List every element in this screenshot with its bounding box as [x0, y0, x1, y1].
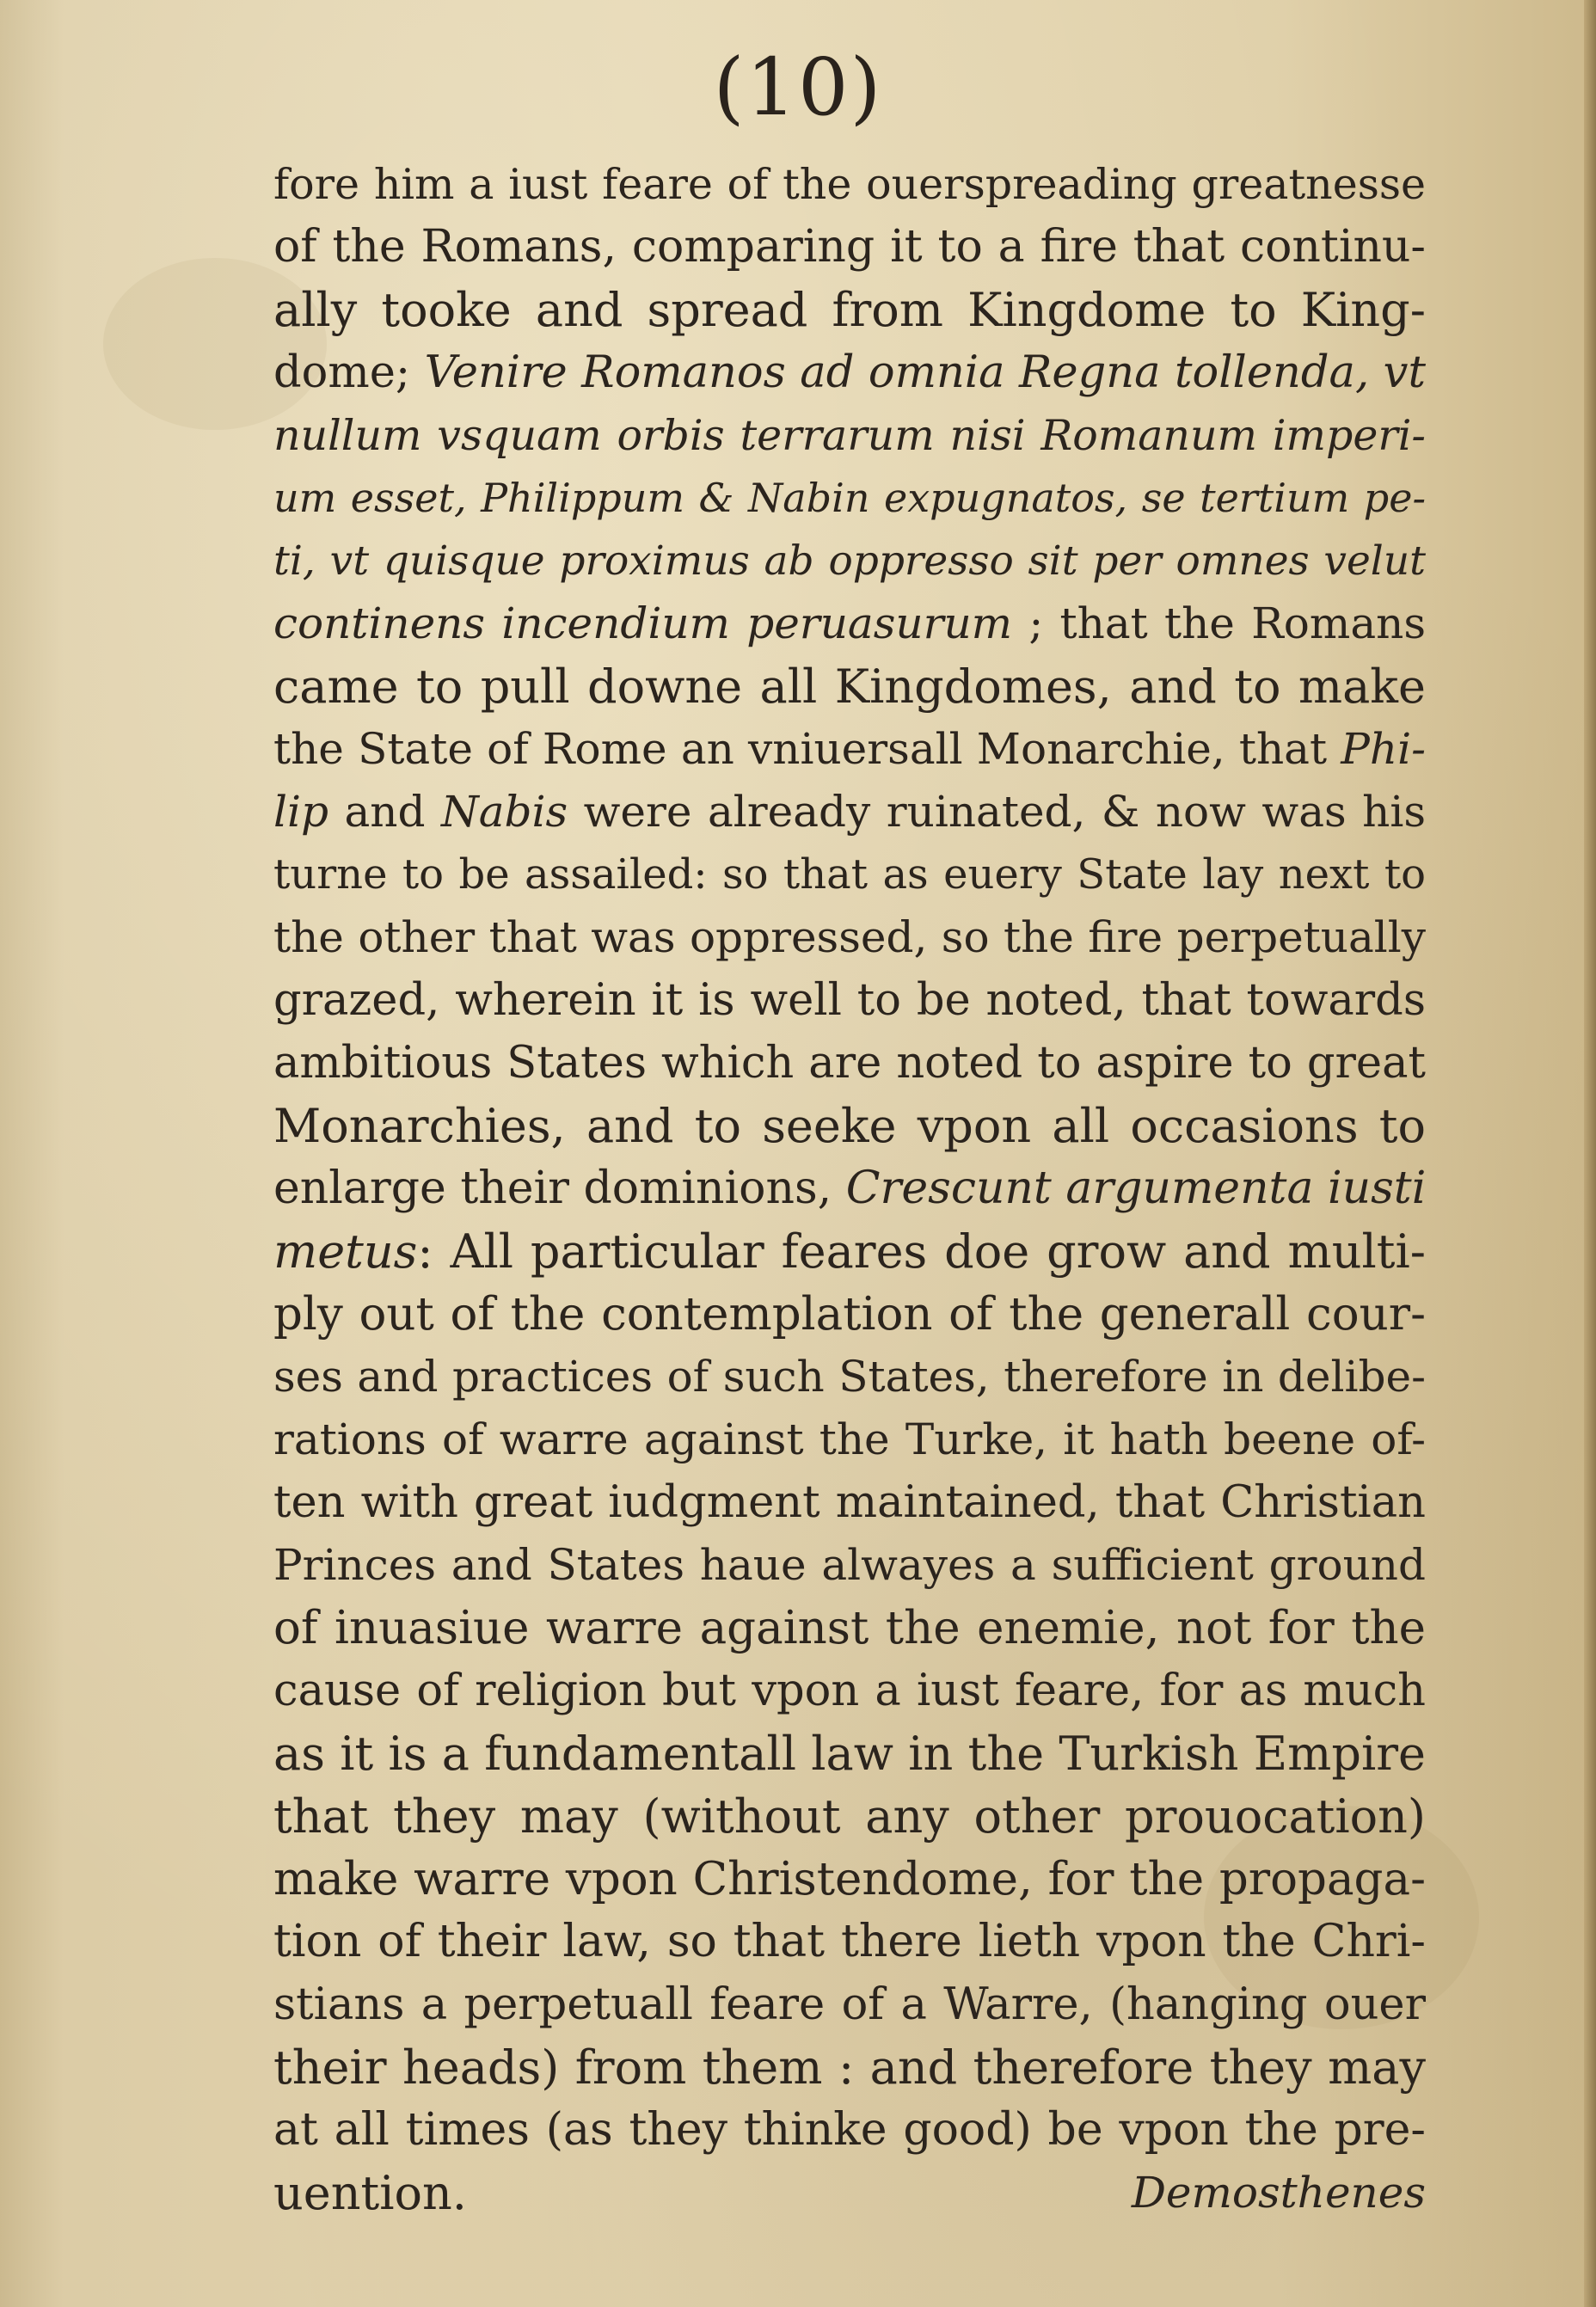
text-line [273, 906, 1426, 969]
roman-text: uention. [273, 2166, 467, 2220]
roman-text: their heads) from them : and therefore they may [273, 2040, 1426, 2095]
text-line [273, 1722, 1426, 1785]
roman-text: enlarge their dominions, [273, 1163, 846, 1214]
text-line [273, 2099, 1426, 2162]
italic-text: Crescunt argumenta iusti [845, 1163, 1427, 1214]
text-line [273, 1785, 1426, 1848]
text-line [273, 718, 1426, 781]
text-line [273, 1095, 1426, 1157]
roman-text: ambitious States which are noted to aspire to great [273, 1038, 1426, 1089]
roman-text: ; that the Romans [1012, 598, 1426, 648]
catchword: Demosthenes [1131, 2168, 1426, 2218]
text-line [273, 530, 1426, 592]
roman-text: of inuasiue warre against the enemie, not for the [273, 1602, 1426, 1654]
text-line [273, 341, 1426, 404]
roman-text: as it is a fundamentall law in the Turkish Empire [273, 1727, 1426, 1781]
text-line [273, 1534, 1426, 1597]
text-line [273, 1973, 1426, 2036]
text-line [273, 1408, 1426, 1471]
text-line [273, 467, 1426, 530]
text-line [273, 844, 1426, 906]
page-edge [1584, 0, 1596, 2307]
roman-text: fore him a iust feare of the ouerspreading greatnesse [273, 160, 1426, 209]
roman-text: turne to be assailed: so that as euery State lay next to [273, 850, 1426, 899]
roman-text: the other that was oppressed, so the fire perpetually [273, 912, 1426, 962]
roman-text: ply out of the contemplation of the generall cour- [273, 1288, 1426, 1341]
text-line [273, 279, 1426, 341]
roman-text: the State of Rome an vniuersall Monarchie, that [273, 724, 1341, 774]
italic-text: metus [273, 1224, 418, 1279]
italic-text: Venire Romanos ad omnia Regna tollenda, vt [424, 347, 1426, 398]
roman-text: that they may (without any other prouocation) [273, 1789, 1426, 1844]
roman-text: grazed, wherein it is well to be noted, that towards [273, 975, 1426, 1026]
italic-text: um esset, Philippum & Nabin expugnatos, se tertium pe- [273, 475, 1426, 521]
text-line [273, 153, 1426, 216]
text-line [273, 2036, 1426, 2099]
text-line [273, 404, 1426, 467]
text-line [273, 1471, 1426, 1534]
roman-text: ally tooke and spread from Kingdome to King- [273, 283, 1426, 337]
text-line [273, 655, 1426, 718]
roman-text: tion of their law, so that there lieth vpon the Chri- [273, 1916, 1426, 1967]
roman-text: at all times (as they thinke good) be vpon the pre- [273, 2104, 1426, 2156]
roman-text: ten with great iudgment maintained, that Christian [273, 1477, 1426, 1528]
roman-text: stians a perpetuall feare of a Warre, (hanging ouer [273, 1979, 1426, 2030]
roman-text: of the Romans, comparing it to a fire that continu- [273, 221, 1426, 273]
text-line [273, 592, 1426, 655]
roman-text: cause of religion but vpon a iust feare, for as much [273, 1666, 1426, 1716]
roman-text: make warre vpon Christendome, for the propaga- [273, 1853, 1426, 1905]
text-line [273, 1220, 1426, 1283]
italic-text: lip [273, 787, 328, 837]
roman-text: were already ruinated, & now was his [568, 787, 1426, 837]
text-line [273, 1911, 1426, 1973]
text-line [273, 1157, 1426, 1220]
roman-text: ses and practices of such States, therefore in delibe- [273, 1352, 1426, 1402]
body-text [273, 153, 1426, 2224]
roman-text: : All particular feares doe grow and multi- [417, 1224, 1426, 1279]
text-line [273, 216, 1426, 279]
roman-text: dome; [273, 347, 425, 398]
text-line [273, 969, 1426, 1032]
text-line [273, 1848, 1426, 1911]
text-line [273, 1597, 1426, 1660]
text-line [273, 1346, 1426, 1408]
italic-text: nullum vsquam orbis terrarum nisi Romanum imperi- [273, 411, 1426, 460]
roman-text: and [328, 787, 441, 837]
roman-text: Monarchies, and to seeke vpon all occasions to [273, 1099, 1426, 1153]
text-line [273, 1032, 1426, 1095]
text-line [273, 1283, 1426, 1346]
italic-text: continens incendium peruasurum [273, 598, 1013, 648]
italic-text: ti, vt quisque proximus ab oppresso sit per omnes velut [273, 537, 1426, 585]
text-line [273, 1660, 1426, 1722]
roman-text: came to pull downe all Kingdomes, and to make [273, 660, 1426, 714]
italic-text: Phi- [1341, 724, 1426, 774]
text-line [273, 781, 1426, 844]
roman-text: Princes and States haue alwayes a sufficient ground [273, 1540, 1426, 1590]
italic-text: Nabis [440, 787, 568, 837]
page-number: (10) [713, 41, 883, 133]
text-line-final [273, 2162, 1426, 2224]
roman-text: rations of warre against the Turke, it hath beene of- [273, 1414, 1426, 1464]
